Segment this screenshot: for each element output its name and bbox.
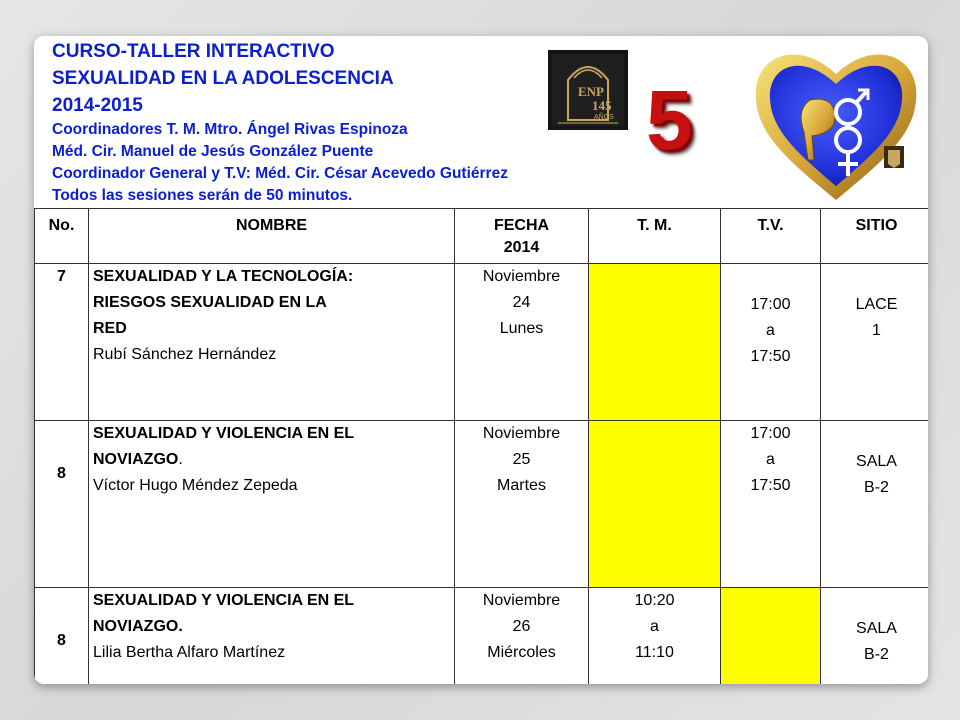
site-room: 1 xyxy=(872,322,881,339)
tv-end: 17:50 xyxy=(750,477,791,494)
general-coordinator-line: Coordinador General y T.V: Méd. Cir. César Acevedo Gutiérrez xyxy=(52,165,508,182)
date-day: 26 xyxy=(512,618,531,635)
tm-a: a xyxy=(650,618,659,635)
date-cell xyxy=(455,264,589,421)
table-row xyxy=(35,421,929,588)
date-day: 24 xyxy=(512,294,531,311)
tv-a: a xyxy=(766,322,775,339)
table-row xyxy=(35,588,929,685)
heart-gender-logo xyxy=(748,40,924,208)
session-title-part: NOVIAZGO xyxy=(93,451,179,468)
site-cell xyxy=(821,588,929,685)
row-number: 7 xyxy=(35,264,89,421)
session-title: SEXUALIDAD Y VIOLENCIA EN EL xyxy=(93,425,355,442)
header-fecha-line2: 2014 xyxy=(503,239,540,256)
course-year: 2014-2015 xyxy=(52,95,143,116)
site-room: B-2 xyxy=(864,646,889,663)
schedule-table xyxy=(34,208,928,684)
session-title: NOVIAZGO. xyxy=(93,618,183,635)
enp-logo-anos: AÑOS xyxy=(594,114,614,121)
site-room: B-2 xyxy=(864,479,889,496)
header-sitio: SITIO xyxy=(821,209,929,264)
date-weekday: Miércoles xyxy=(487,644,556,661)
header-tv: T.V. xyxy=(721,209,821,264)
session-name-cell xyxy=(89,421,455,588)
date-month: Noviembre xyxy=(482,268,561,285)
date-month: Noviembre xyxy=(482,592,561,609)
session-title: SEXUALIDAD Y VIOLENCIA EN EL xyxy=(93,592,355,609)
header-text-block xyxy=(52,38,508,207)
date-weekday: Lunes xyxy=(499,320,544,337)
coordinators-line: Coordinadores T. M. Mtro. Ángel Rivas Espinoza xyxy=(52,121,408,138)
session-duration-note: Todos las sesiones serán de 50 minutos. xyxy=(52,187,353,204)
header-nombre: NOMBRE xyxy=(89,209,455,264)
tv-a: a xyxy=(766,451,775,468)
row-number: 8 xyxy=(35,421,89,588)
course-subtitle: SEXUALIDAD EN LA ADOLESCENCIA xyxy=(52,68,394,89)
enp-145-anos-logo xyxy=(548,50,628,130)
tm-time-cell xyxy=(589,588,721,685)
site-cell xyxy=(821,421,929,588)
session-title: RED xyxy=(93,320,127,337)
presenter-name: Lilia Bertha Alfaro Martínez xyxy=(93,644,286,661)
tv-start: 17:00 xyxy=(750,296,791,313)
tm-end: 11:10 xyxy=(635,644,674,661)
header-no: No. xyxy=(35,209,89,264)
header-fecha xyxy=(455,209,589,264)
enp-logo-text: ENP xyxy=(578,84,604,99)
session-name-cell xyxy=(89,264,455,421)
session-title-suffix: . xyxy=(178,451,183,468)
table-row xyxy=(35,264,929,421)
tm-start: 10:20 xyxy=(634,592,675,609)
session-title xyxy=(93,447,450,473)
header-tm: T. M. xyxy=(589,209,721,264)
date-weekday: Martes xyxy=(497,477,546,494)
session-title: SEXUALIDAD Y LA TECNOLOGÍA: xyxy=(93,268,354,285)
session-number: 5 xyxy=(646,73,693,167)
tv-end: 17:50 xyxy=(750,348,791,365)
tv-time-cell xyxy=(721,588,821,685)
date-month: Noviembre xyxy=(482,425,561,442)
tm-time-cell xyxy=(589,421,721,588)
enp-logo-years: 145 xyxy=(592,98,612,113)
table-header-row xyxy=(35,209,929,264)
date-cell xyxy=(455,421,589,588)
tv-time-cell xyxy=(721,421,821,588)
presenter-name: Rubí Sánchez Hernández xyxy=(93,346,277,363)
site-cell xyxy=(821,264,929,421)
date-cell xyxy=(455,588,589,685)
slide xyxy=(34,36,928,684)
site-name: LACE xyxy=(855,296,898,313)
row-number: 8 xyxy=(35,588,89,685)
session-name-cell xyxy=(89,588,455,685)
header-fecha-line1: FECHA xyxy=(493,217,550,234)
session-title: RIESGOS SEXUALIDAD EN LA xyxy=(93,294,327,311)
presenter-name: Víctor Hugo Méndez Zepeda xyxy=(93,477,298,494)
date-day: 25 xyxy=(512,451,531,468)
tm-time-cell xyxy=(589,264,721,421)
site-name: SALA xyxy=(856,620,897,637)
tv-time-cell xyxy=(721,264,821,421)
coordinator-2-line: Méd. Cir. Manuel de Jesús González Puente xyxy=(52,143,374,160)
site-name: SALA xyxy=(856,453,897,470)
tv-start: 17:00 xyxy=(750,425,791,442)
course-title: CURSO-TALLER INTERACTIVO xyxy=(52,41,335,62)
